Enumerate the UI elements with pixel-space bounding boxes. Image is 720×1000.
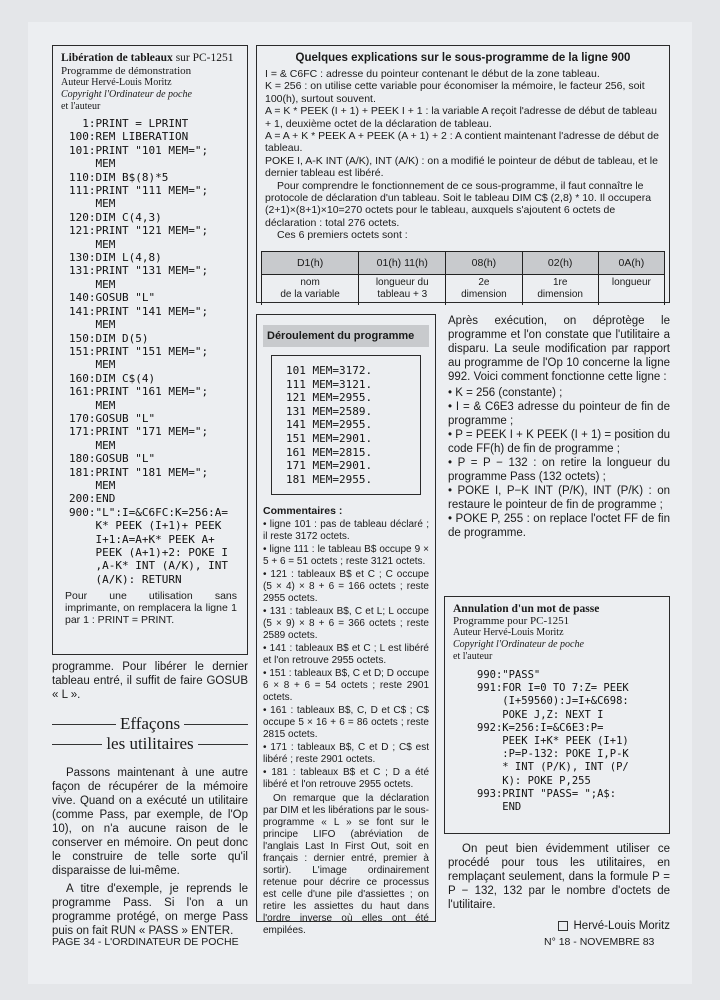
comment-text: 121 : tableaux B$ et C ; C occupe (5 × 4) × 8 + 6 = 166 octets ; reste 2955 octets. <box>263 569 429 605</box>
right-bullet-item <box>448 386 670 400</box>
explanation-lines <box>265 68 661 242</box>
table-cell: 2e dimension <box>446 275 522 306</box>
annulation-title: Annulation d'un mot de passe <box>453 603 600 615</box>
comments-title: Commentaires : <box>263 505 343 518</box>
comment-item <box>263 544 429 568</box>
footer-left: PAGE 34 - L'ORDINATEUR DE POCHE <box>52 936 239 948</box>
comment-text: ligne 111 : le tableau B$ occupe 9 × 5 + 6 = 51 octets ; reste 3121 octets. <box>263 544 429 568</box>
right-bullet-text: POKE I, P−K INT (P/K), INT (P/K) : on restaure le pointeur de fin de programme ; <box>448 485 670 511</box>
bullet-icon: • <box>263 606 270 618</box>
table-cell: longueur du tableau + 3 <box>359 275 446 306</box>
program-subtitle: Programme de démonstration <box>61 65 192 77</box>
program-author: Auteur Hervé-Louis Moritz <box>61 77 172 88</box>
section-heading <box>52 714 248 754</box>
bullet-icon: • <box>448 485 458 497</box>
signature-name: Hervé-Louis Moritz <box>573 920 670 932</box>
right-bullet-item <box>448 400 670 428</box>
comment-item <box>263 606 429 642</box>
explanation-title: Quelques explications sur le sous-programme de la ligne 900 <box>295 52 631 64</box>
explanation-line: I = & C6FC : adresse du pointeur contenant le début de la zone tableau. <box>265 68 600 80</box>
left-paragraph-2: Passons maintenant à une autre façon de récupérer de la mémoire vive. Quand on a exécuté un utilitaire (comme Pass, par exemple, de l'Op 10), on n'a aucune raison de le conserver en mémoire. On peut donc le construire de telle sorte qu'il disparaisse de lui-même. <box>52 767 248 877</box>
table-header-cell: 01(h) 11(h) <box>359 252 446 275</box>
left-paragraph-3: A titre d'exemple, je reprends le programme Pass. Si l'on a un programme protégé, on merge Pass puis on fait RUN « PASS » ENTER. <box>52 883 248 937</box>
explanation-line: Ces 6 premiers octets sont : <box>277 229 408 242</box>
table-cell: nom de la variable <box>262 275 359 306</box>
comment-text: 171 : tableaux B$, C et D ; C$ est libéré ; reste 2901 octets. <box>263 742 429 766</box>
left-paragraph-1: programme. Pour libérer le dernier tableau entré, il suffit de faire GOSUB « L ». <box>52 661 248 701</box>
outro-paragraph: On peut bien évidemment utiliser ce procédé pour tous les utilitaires, en remplaçant seulement, dans la formule P = P − 132, 132 par le nombre d'octets de l'utilitaire. <box>448 843 670 911</box>
right-bullet-text: POKE P, 255 : on replace l'octet FF de fin de programme. <box>448 513 671 539</box>
heading-rule <box>198 744 248 745</box>
program-title-suffix: sur PC-1251 <box>175 52 234 64</box>
comment-item <box>263 519 429 543</box>
explanation-line: A = K * PEEK (I + 1) + PEEK I + 1 : la variable A reçoit l'adresse de début de tableau + 1, deuxième octet de la déclaration de tableau. <box>265 105 657 130</box>
bullet-icon: • <box>263 767 272 779</box>
right-bullet-text: P = PEEK I + K PEEK (I + 1) = position du code FF(h) de fin de programme ; <box>448 429 670 455</box>
bullet-icon: • <box>263 742 271 754</box>
explanation-line: K = 256 : on utilise cette variable pour économiser la mémoire, le facteur 256, soit 100(h), surtout souvent. <box>265 80 645 105</box>
explanation-line: Pour comprendre le fonctionnement de ce sous-programme, il faut connaître le protocole de déclaration d'un tableau. Soit le tableau DIM C$ (2,8) * 10. Il occupera (2+1)×(8+1)×10=270 octets pour le tableau, auxquels s'ajoutent 6 octets de déclaration : total 276 octets. <box>265 179 652 229</box>
comment-text: ligne 101 : pas de tableau déclaré ; il reste 3172 octets. <box>263 519 430 543</box>
program-note: Pour une utilisation sans imprimante, on remplacera la ligne 1 par 1 : PRINT = PRINT. <box>65 590 237 627</box>
program-output: 101 MEM=3172. 111 MEM=3121. 121 MEM=2955. 131 MEM=2589. 141 MEM=2955. 151 MEM=2901. 161 MEM=2815. 171 MEM=2901. 181 MEM=2955. <box>286 364 373 486</box>
heading-rule <box>184 724 248 725</box>
bullet-icon: • <box>263 668 270 680</box>
output-box <box>271 355 421 495</box>
right-bullet-item <box>448 484 670 512</box>
heading-line-1: Effaçons <box>119 714 181 733</box>
table-header-cell: 02(h) <box>522 252 598 275</box>
comment-item <box>263 742 429 766</box>
right-bullet-item <box>448 428 670 456</box>
deroulement-box <box>256 314 436 937</box>
comments-list <box>263 519 429 791</box>
right-bullet-text: P = P − 132 : on retire la longueur du programme Pass (132 octets) ; <box>448 457 670 483</box>
explanation-box <box>256 45 670 303</box>
declaration-table <box>261 251 665 305</box>
right-bullet-text: I = & C6E3 adresse du pointeur de fin de programme ; <box>448 401 670 427</box>
signature-square-icon <box>558 921 568 931</box>
table-cell: longueur <box>598 275 664 306</box>
footer-right: N° 18 - NOVEMBRE 83 <box>544 936 655 948</box>
program-title: Libération de tableaux <box>61 52 173 64</box>
bullet-icon: • <box>448 513 456 525</box>
lifo-remark: On remarque que la déclaration par DIM et les libérations par le sous-programme « L » se font sur le principe LIFO (abréviation de l'anglais Last In First Out, soit en français : dernier entré, premier à sortir). L'image ordinairement retenue pour décrire ce processus est celle d'une pile d'assiettes ; on retire les assiettes du haut dans l'ordre inverse où elles ont été empilées. <box>263 793 429 937</box>
annulation-subtitle: Programme pour PC-1251 <box>453 615 570 627</box>
liberation-program-box <box>52 45 248 655</box>
right-bullet-text: K = 256 (constante) ; <box>455 387 563 399</box>
annulation-copyright: Copyright l'Ordinateur de poche <box>453 639 584 650</box>
signature <box>448 920 670 932</box>
comment-text: 141 : tableaux B$ et C ; L est libéré et l'on retrouve 2955 octets. <box>263 643 429 667</box>
explanation-line: A = A + K * PEEK A + PEEK (A + 1) + 2 : A contient maintenant l'adresse de début de tableau. <box>265 130 659 155</box>
deroulement-title: Déroulement du programme <box>263 325 429 347</box>
table-header-cell: D1(h) <box>262 252 359 275</box>
bullet-icon: • <box>448 387 456 399</box>
comment-item <box>263 705 429 741</box>
right-outro <box>448 842 670 932</box>
bullet-icon: • <box>448 401 456 413</box>
comment-item <box>263 569 429 605</box>
right-bullet-item <box>448 456 670 484</box>
right-column-text <box>448 314 670 540</box>
program-copyright: Copyright l'Ordinateur de poche <box>61 89 192 100</box>
program-copyright-2: et l'auteur <box>61 101 101 112</box>
annulation-listing: 990:"PASS" 991:FOR I=0 TO 7:Z= PEEK (I+59560):J=I+&C698: POKE J,Z: NEXT I 992:K=256:I=&C6E3:P= PEEK I+K* PEEK (I+1) :P=P-132: POKE I,P-K * INT (P/K), INT (P/ K): POKE P,255 993:PRINT "PASS= ";A$: END <box>477 669 629 814</box>
bullet-icon: • <box>448 429 456 441</box>
table-header-cell: 0A(h) <box>598 252 664 275</box>
annulation-author: Auteur Hervé-Louis Moritz <box>453 627 564 638</box>
bullet-icon: • <box>263 519 270 531</box>
right-bullet-item <box>448 512 670 540</box>
annulation-box <box>444 596 670 834</box>
bullet-icon: • <box>263 643 270 655</box>
annulation-copyright-2: et l'auteur <box>453 651 493 662</box>
heading-line-2: les utilitaires <box>106 734 194 753</box>
comment-text: 161 : tableaux B$, C, D et C$ ; C$ occupe 5 × 16 + 6 = 86 octets ; reste 2815 octets. <box>263 705 429 741</box>
table-cell: 1re dimension <box>522 275 598 306</box>
bullet-icon: • <box>448 457 458 469</box>
comment-text: 131 : tableaux B$, C et L; L occupe (5 × 9) × 8 + 6 = 366 octets ; reste 2589 octets. <box>263 606 429 642</box>
explanation-line: POKE I, A-K INT (A/K), INT (A/K) : on a modifié le pointeur de début de tableau, et le dernier tableau est libéré. <box>265 154 658 180</box>
table-header-cell: 08(h) <box>446 252 522 275</box>
heading-rule <box>52 724 116 725</box>
comment-text: 151 : tableaux B$, C et D; D occupe 6 × 8 + 6 = 54 octets ; reste 2901 octets. <box>263 668 430 704</box>
comment-text: 181 : tableaux B$ et C ; D a été libéré et l'on retrouve 2955 octets. <box>263 767 430 791</box>
right-bullet-list <box>448 386 670 540</box>
heading-rule <box>52 744 102 745</box>
left-column-text <box>52 660 248 938</box>
bullet-icon: • <box>263 705 271 717</box>
comment-item <box>263 668 429 704</box>
comment-item <box>263 767 429 791</box>
comment-item <box>263 643 429 667</box>
bullet-icon: • <box>263 569 271 581</box>
right-intro: Après exécution, on déprotège le programme et l'on constate que l'utilitaire a disparu. La seule modification par rapport au programme de l'Op 10 concerne la ligne 992. Voici comment fonctionne cette ligne : <box>448 315 670 383</box>
program-listing: 1:PRINT = LPRINT 100:REM LIBERATION 101:PRINT "101 MEM="; MEM 110:DIM B$(8)*5 111:PRINT "111 MEM="; MEM 120:DIM C(4,3) 121:PRINT "121 MEM="; MEM 130:DIM L(4,8) 131:PRINT "131 MEM="; MEM 140:GOSUB "L" 141:PRINT "141 MEM="; MEM 150:DIM D(5) 151:PRINT "151 MEM="; MEM 160:DIM C$(4) 161:PRINT "161 MEM="; MEM 170:GOSUB "L" 171:PRINT "171 MEM="; MEM 180:GOSUB "L" 181:PRINT "181 MEM="; MEM 200:END 900:"L":I=&C6FC:K=256:A= K* PEEK (I+1)+ PEEK I+1:A=A+K* PEEK A+ PEEK (A+1)+2: POKE I ,A-K* INT (A/K), INT (A/K): RETURN <box>69 117 228 586</box>
bullet-icon: • <box>263 544 270 556</box>
